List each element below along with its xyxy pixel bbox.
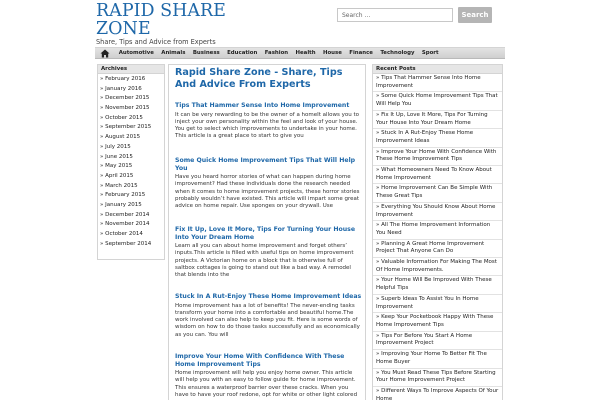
home-icon[interactable] [96, 48, 113, 59]
post-entry [175, 353, 363, 399]
post-excerpt: Learn all you can about home improvement and forget others’ inputs.This article is filled with useful tips on home improvement projects. A Victorian home on a block that is otherwise full of saltbox cottages is going to stand out like a bad way. A remodel that blends into the [175, 243, 354, 279]
recent-post-link[interactable]: » Planning A Great Home Improvement Project That Anyone Can Do [373, 240, 502, 258]
archive-link[interactable]: » November 2014 [100, 221, 150, 228]
recent-post-link[interactable]: » Your Home Will Be Improved With These Helpful Tips [373, 276, 502, 294]
main-content [168, 64, 366, 400]
nav-item-finance[interactable]: Finance [349, 49, 373, 56]
archive-link[interactable]: » January 2015 [100, 201, 142, 208]
recent-post-link[interactable]: » Superb Ideas To Assist You In Home Improvement [373, 295, 502, 313]
recent-post-link[interactable]: » Home Improvement Can Be Simple With These Great Tips [373, 184, 502, 202]
archive-link[interactable]: » March 2015 [100, 182, 138, 189]
archive-link[interactable]: » February 2015 [100, 192, 146, 199]
archive-link[interactable]: » September 2015 [100, 124, 152, 131]
archive-link[interactable]: » May 2015 [100, 163, 133, 170]
archive-link[interactable]: » January 2016 [100, 85, 142, 92]
archive-link[interactable]: » February 2016 [100, 76, 146, 82]
archive-link[interactable]: » April 2015 [100, 172, 134, 179]
post-excerpt: It can be very rewarding to be the owner of a homeIt allows you to inject your own personality within the feel and look of your house. You get to select which improvements to undertake in your home. This article is a great place to start to give you [175, 111, 359, 140]
page-title: Rapid Share Zone - Share, Tips And Advice From Experts [175, 67, 343, 90]
main-navigation [95, 47, 505, 59]
nav-item-education[interactable]: Education [227, 49, 258, 56]
recent-post-link[interactable]: » Improving Your Home To Better Fit The Home Buyer [373, 350, 502, 368]
site-title[interactable]: RAPID SHARE ZONE [96, 1, 226, 39]
archives-title: Archives [98, 65, 164, 74]
post-entry [175, 157, 363, 211]
recent-post-link[interactable]: » Keep Your Pocketbook Happy With These Home Improvement Tips [373, 313, 502, 331]
post-excerpt: Have you heard horror stories of what can happen during home improvement? Had these individuals done the research needed when it comes to home improvement projects, these horror stories probably wouldn’t have existed. This article will impart some great advice on home repair. Use sponges on your drywall. Use [175, 174, 360, 210]
nav-item-animals[interactable]: Animals [161, 49, 186, 56]
post-excerpt: Home improvement will help you enjoy home owner. This article will help you with an easy to follow guide for home improvement. This ensures a waterproof barrier over these cracks. When you have to have your roof redone, opt for white or other light colored [175, 370, 358, 399]
recent-post-link[interactable]: » Tips For Before You Start A Home Improvement Project [373, 332, 502, 350]
nav-item-health[interactable]: Health [295, 49, 316, 56]
post-entry [175, 102, 363, 141]
archive-link[interactable]: » October 2015 [100, 114, 143, 121]
nav-item-business[interactable]: Business [192, 49, 220, 56]
archive-link[interactable]: » June 2015 [100, 153, 133, 160]
archive-link[interactable]: » December 2014 [100, 211, 150, 218]
recent-post-link[interactable]: » Some Quick Home Improvement Tips That Will Help You [373, 92, 502, 110]
archives-widget [97, 64, 165, 260]
post-title-link[interactable]: Stuck In A Rut-Enjoy These Home Improvement Ideas [175, 293, 362, 300]
site-header [0, 0, 600, 46]
recent-post-link[interactable]: » Everything You Should Know About Home Improvement [373, 203, 502, 221]
nav-item-house[interactable]: House [322, 49, 342, 56]
nav-item-technology[interactable]: Technology [380, 49, 415, 56]
nav-item-automotive[interactable]: Automotive [118, 49, 154, 56]
recent-post-link[interactable]: » What Homeowners Need To Know About Home Improvement [373, 166, 502, 184]
recent-post-link[interactable]: » Valuable Information For Making The Most Of Home Improvements. [373, 258, 502, 276]
nav-item-fashion[interactable]: Fashion [264, 49, 289, 56]
archive-link[interactable]: » December 2015 [100, 95, 150, 102]
search-button[interactable]: Search [458, 7, 492, 23]
post-title-link[interactable]: Fix It Up, Love It More, Tips For Turning Your House Into Your Dream Home [175, 226, 356, 241]
site-tagline: Share, Tips and Advice from Experts [96, 38, 216, 46]
archive-link[interactable]: » July 2015 [100, 143, 131, 150]
recent-posts-widget [372, 64, 503, 400]
recent-post-link[interactable]: » All The Home Improvement Information You Need [373, 221, 502, 239]
post-entry [175, 226, 363, 280]
post-title-link[interactable]: Some Quick Home Improvement Tips That Will Help You [175, 157, 356, 172]
post-title-link[interactable]: Improve Your Home With Confidence With These Home Improvement Tips [175, 353, 345, 368]
archive-link[interactable]: » August 2015 [100, 134, 141, 141]
post-entry [175, 293, 363, 339]
recent-post-link[interactable]: » Fix It Up, Love It More, Tips For Turning Your House Into Your Dream Home [373, 111, 502, 129]
recent-post-link[interactable]: » Different Ways To Improve Aspects Of Your Home [373, 387, 502, 400]
archives-list [98, 74, 164, 249]
search-input[interactable] [337, 8, 453, 22]
recent-post-link[interactable]: » Tips That Hammer Sense Into Home Improvement [373, 74, 502, 92]
recent-post-link[interactable]: » Improve Your Home With Confidence With These Home Improvement Tips [373, 148, 502, 166]
recent-post-link[interactable]: » Stuck In A Rut-Enjoy These Home Improvement Ideas [373, 129, 502, 147]
recent-posts-list [373, 74, 502, 400]
archive-link[interactable]: » October 2014 [100, 231, 143, 237]
recent-posts-title: Recent Posts [373, 65, 502, 74]
archive-link[interactable]: » September 2014 [100, 240, 152, 247]
recent-post-link[interactable]: » You Must Read These Tips Before Starting Your Home Improvement Project [373, 369, 502, 387]
post-title-link[interactable]: Tips That Hammer Sense Into Home Improvement [175, 102, 350, 109]
archive-link[interactable]: » November 2015 [100, 105, 150, 112]
post-excerpt: Home improvement has a lot of benefits! The never-ending tasks transform your home into a comfortable and beautiful home.The work involved can also help to keep you fit. Here is some words of wisdom on how to do those tasks successfully and as economically as you can. You will [175, 302, 360, 338]
nav-item-sport[interactable]: Sport [421, 49, 439, 56]
